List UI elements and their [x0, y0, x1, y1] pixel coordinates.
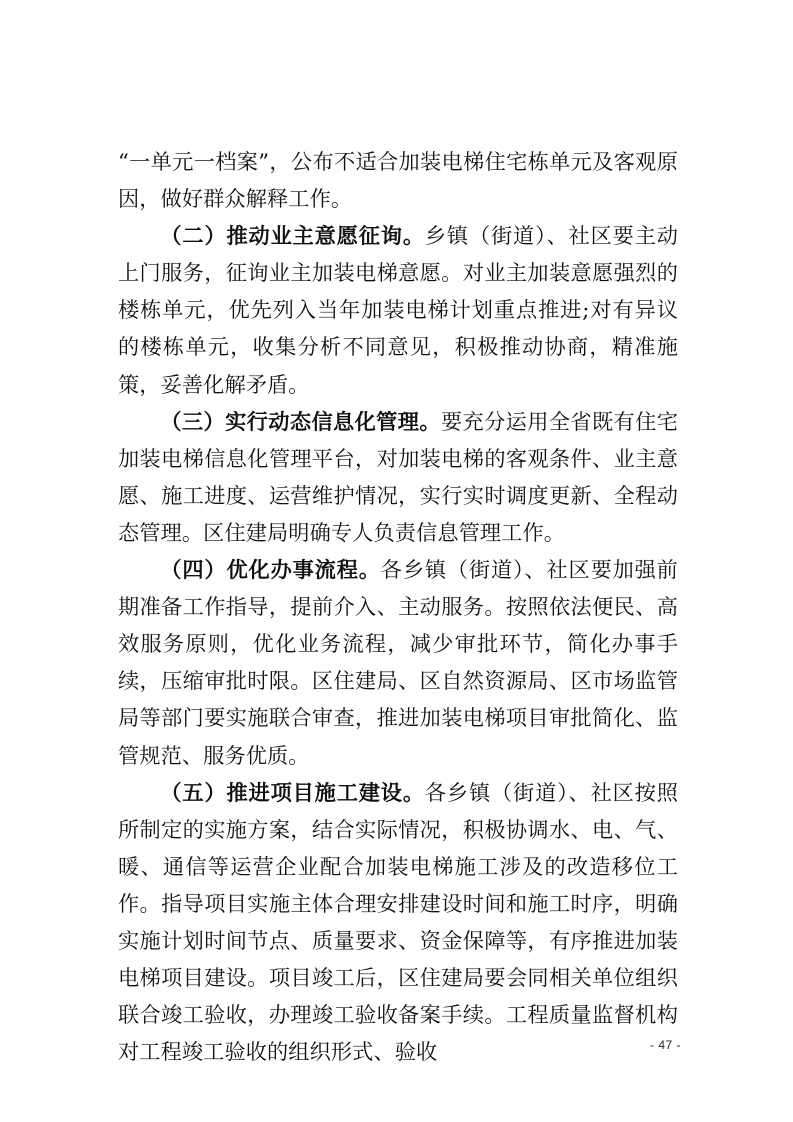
- paragraph-body: 各乡镇（街道）、社区要加强前期准备工作指导，提前介入、主动服务。按照依法便民、高效服务原则，优化业务流程，减少审批环节，简化办事手续，压缩审批时限。区住建局、区自然资源局、区市场监管局等部门要实施联合审查，推进加装电梯项目审批简化、监管规范、服务优质。: [118, 557, 678, 768]
- paragraph-body: 乡镇（街道）、社区要主动上门服务，征询业主加装电梯意愿。对业主加装意愿强烈的楼栋单元，优先列入当年加装电梯计划重点推进;对有异议的楼栋单元，收集分析不同意见，积极推动协商，精准施策，妥善化解矛盾。: [118, 223, 678, 397]
- paragraph-5: [118, 774, 678, 1071]
- paragraph-heading: （三）实行动态信息化管理。: [160, 408, 441, 434]
- paragraph-heading: （四）优化办事流程。: [160, 557, 381, 583]
- body-text: [118, 143, 678, 1070]
- paragraph-heading: （二）推动业主意愿征询。: [160, 223, 425, 249]
- page-number: - 47 -: [650, 1038, 682, 1052]
- paragraph-4: [118, 551, 678, 774]
- paragraph-body: 各乡镇（街道）、社区按照所制定的实施方案，结合实际情况，积极协调水、电、气、暖、通信等运营企业配合加装电梯施工涉及的改造移位工作。指导项目实施主体合理安排建设时间和施工时序，明确实施计划时间节点、质量要求、资金保障等，有序推进加装电梯项目建设。项目竣工后，区住建局要会同相关单位组织联合竣工验收，办理竣工验收备案手续。工程质量监督机构对工程竣工验收的组织形式、验收: [118, 779, 678, 1065]
- paragraph-3: [118, 403, 678, 551]
- paragraph-heading: （五）推进项目施工建设。: [160, 779, 425, 805]
- paragraph-body: 要充分运用全省既有住宅加装电梯信息化管理平台，对加装电梯的客观条件、业主意愿、施工进度、运营维护情况，实行实时调度更新、全程动态管理。区住建局明确专人负责信息管理工作。: [118, 408, 678, 545]
- intro-paragraph: “一单元一档案”，公布不适合加装电梯住宅栋单元及客观原因，做好群众解释工作。: [118, 149, 678, 212]
- paragraph-2: [118, 217, 678, 402]
